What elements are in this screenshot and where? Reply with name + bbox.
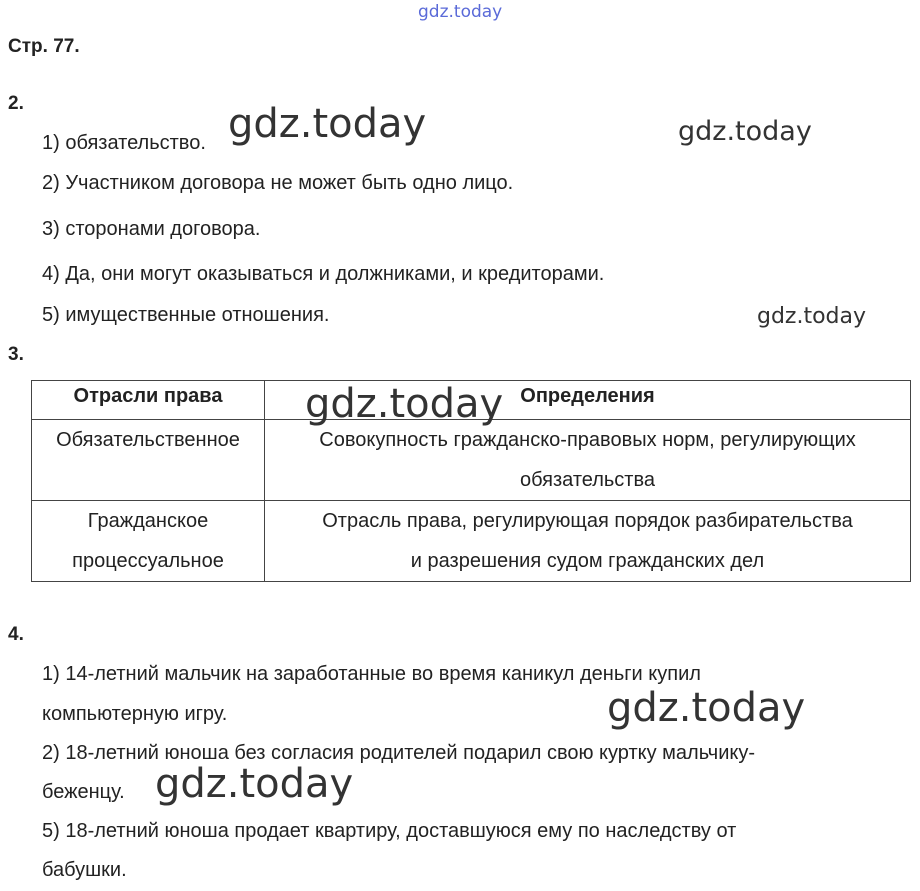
watermark: gdz.today xyxy=(678,116,812,147)
page-heading: Стр. 77. xyxy=(8,36,80,57)
task-4-line-6: бабушки. xyxy=(42,859,127,881)
task-2-item-5: 5) имущественные отношения. xyxy=(42,304,330,326)
task-4-line-3: 2) 18-летний юноша без согласия родителей подарил свою куртку мальчику- xyxy=(42,742,756,764)
task-2-number: 2. xyxy=(8,93,24,114)
task-2-item-2: 2) Участником договора не может быть одно лицо. xyxy=(42,172,514,194)
task-2-item-3: 3) сторонами договора. xyxy=(42,218,261,240)
cell-definition-line: Совокупность гражданско-правовых норм, регулирующих xyxy=(319,429,856,451)
task-3-number: 3. xyxy=(8,344,24,365)
task-4-line-4: беженцу. xyxy=(42,781,125,803)
table-row xyxy=(32,501,911,582)
cell-branch-line: Гражданское xyxy=(87,510,209,532)
cell-definition-line: Отрасль права, регулирующая порядок разбирательства xyxy=(322,510,853,532)
watermark: gdz.today xyxy=(607,685,806,731)
cell-branch xyxy=(32,420,265,501)
cell-definition-line: и разрешения судом гражданских дел xyxy=(410,550,765,572)
cell-definition-line: обязательства xyxy=(520,469,655,491)
cell-branch-text: Обязательственное xyxy=(56,429,240,451)
task-4-line-5: 5) 18-летний юноша продает квартиру, доставшуюся ему по наследству от xyxy=(42,820,737,842)
watermark: gdz.today xyxy=(155,761,354,807)
task-4-number: 4. xyxy=(8,624,24,645)
watermark: gdz.today xyxy=(228,101,427,147)
cell-definition xyxy=(265,501,911,582)
cell-definition xyxy=(265,420,911,501)
task-2-item-4: 4) Да, они могут оказываться и должниками, и кредиторами. xyxy=(42,263,605,285)
header-branch: Отрасли права xyxy=(32,381,265,420)
task-4-line-1: 1) 14-летний мальчик на заработанные во время каникул деньги купил xyxy=(42,663,701,685)
cell-branch-line: процессуальное xyxy=(72,550,224,572)
watermark: gdz.today xyxy=(757,304,867,329)
header-definition: Определения xyxy=(265,381,911,420)
watermark-top: gdz.today xyxy=(418,2,503,22)
table-row xyxy=(32,420,911,501)
task-4-line-2: компьютерную игру. xyxy=(42,703,228,725)
task-2-item-1: 1) обязательство. xyxy=(42,132,206,154)
watermark: gdz.today xyxy=(305,381,504,427)
cell-branch xyxy=(32,501,265,582)
